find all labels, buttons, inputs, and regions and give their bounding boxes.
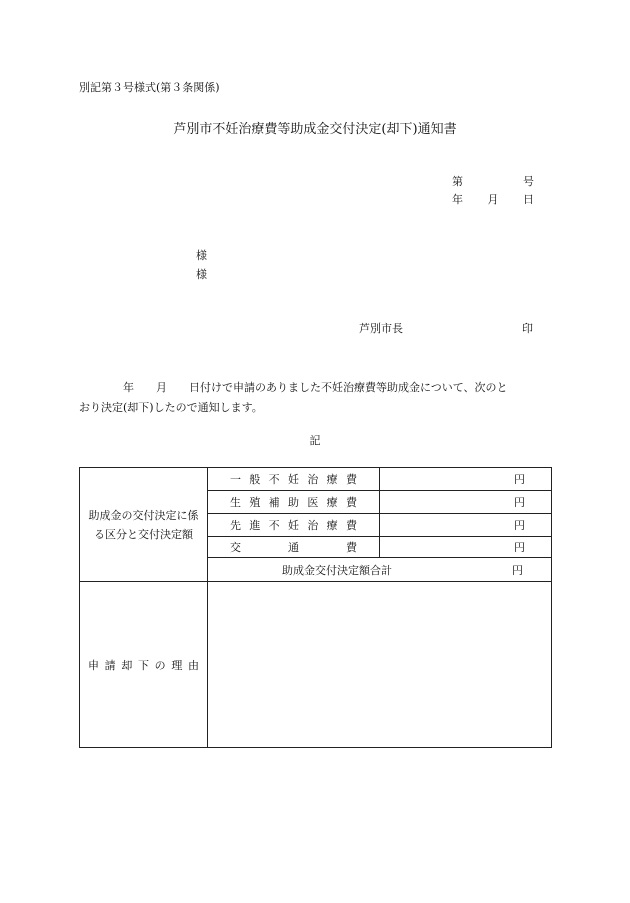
table-row-reason xyxy=(80,582,552,748)
notice-body xyxy=(79,378,549,418)
amount-unit: 円 xyxy=(514,541,525,554)
amount-unit: 円 xyxy=(514,519,525,532)
date-month: 月 xyxy=(487,193,499,206)
addressee-honorific-1: 様 xyxy=(196,249,207,262)
amount-cell[interactable] xyxy=(380,491,552,514)
document-title: 芦別市不妊治療費等助成金交付決定(却下)通知書 xyxy=(173,122,457,137)
item-label: 一般不妊治療費 xyxy=(230,473,357,486)
addressee-honorific-2: 様 xyxy=(196,268,207,281)
amount-cell[interactable] xyxy=(380,468,552,491)
amount-cell[interactable] xyxy=(380,514,552,537)
notice-body-line-1: 年 月 日付けで申請のありました不妊治療費等助成金について、次のと xyxy=(79,381,508,394)
total-label: 助成金交付決定額合計 xyxy=(282,563,392,577)
document-date xyxy=(452,194,534,205)
amount-cell[interactable] xyxy=(380,537,552,558)
document-number xyxy=(452,176,534,187)
number-prefix: 第 xyxy=(452,175,463,188)
reason-label: 申請却下の理由 xyxy=(88,658,199,672)
table-row xyxy=(80,468,552,491)
issuer-name: 芦別市長 xyxy=(359,322,403,335)
item-label-cell xyxy=(208,514,380,537)
amount-unit: 円 xyxy=(514,473,525,486)
seal-mark: 印 xyxy=(522,322,533,335)
number-suffix: 号 xyxy=(523,175,534,188)
decision-table xyxy=(79,467,552,748)
date-day: 日 xyxy=(523,193,534,206)
reason-label-cell xyxy=(80,582,208,748)
item-label-cell xyxy=(208,537,380,558)
item-label-cell xyxy=(208,468,380,491)
amount-unit: 円 xyxy=(514,496,525,509)
item-label-cell xyxy=(208,491,380,514)
item-label: 生殖補助医療費 xyxy=(230,496,357,509)
notice-body-line-2: おり決定(却下)したので通知します。 xyxy=(79,401,263,414)
category-label: 助成金の交付決定に係る区分と交付決定額 xyxy=(88,508,199,541)
total-cell[interactable] xyxy=(208,558,552,582)
form-id: 別記第３号様式(第３条関係) xyxy=(79,81,220,94)
item-label: 先進不妊治療費 xyxy=(230,519,357,532)
reason-input-cell[interactable] xyxy=(208,582,552,748)
ki-heading: 記 xyxy=(309,434,321,447)
category-label-cell xyxy=(80,468,208,582)
date-year: 年 xyxy=(452,193,463,206)
total-unit: 円 xyxy=(512,563,523,577)
item-label: 交通費 xyxy=(230,541,357,554)
